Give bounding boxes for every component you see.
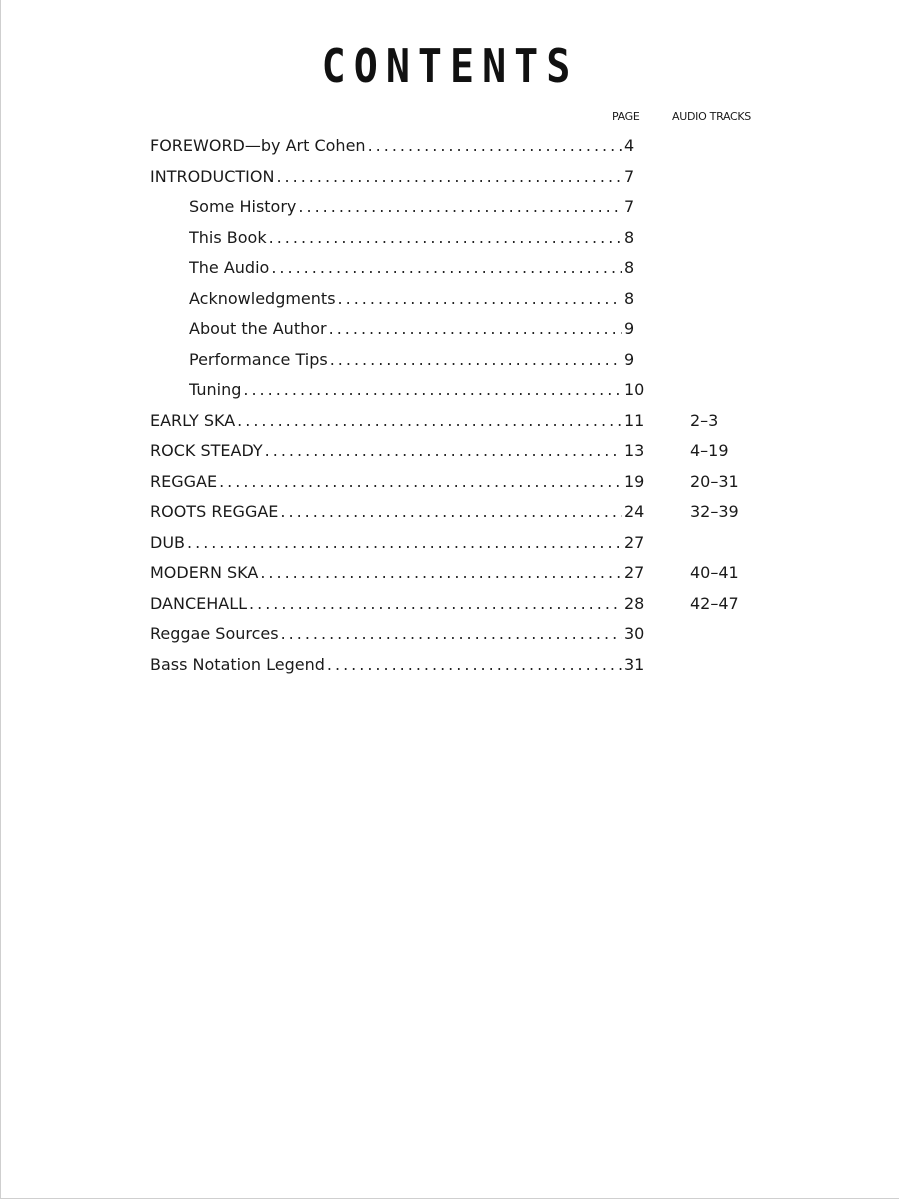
toc-entry <box>0 253 900 284</box>
toc-entry <box>0 345 900 376</box>
dot-leader <box>298 192 622 222</box>
toc-entry-title-line <box>150 467 622 497</box>
toc-entry-label: This Book <box>189 227 267 247</box>
dot-leader <box>260 558 622 588</box>
toc-entry-title-line <box>150 528 622 558</box>
toc-entry-label: Acknowledgments <box>189 288 336 308</box>
toc-entry <box>0 162 900 193</box>
toc-entry-label: MODERN SKA <box>150 563 259 582</box>
toc-entry-audio-tracks: 42–47 <box>690 593 739 613</box>
column-header-page: PAGE <box>612 110 640 123</box>
toc-entry-label: Bass Notation Legend <box>150 654 325 674</box>
toc-entry-title-line <box>150 162 622 192</box>
dot-leader <box>271 253 622 283</box>
toc-entry <box>0 650 900 681</box>
toc-entry <box>0 223 900 254</box>
toc-entry-page: 8 <box>624 258 635 277</box>
toc-entry-audio-tracks: 20–31 <box>690 471 739 491</box>
toc-entry-title-line <box>189 375 622 405</box>
toc-entry <box>0 528 900 559</box>
toc-entry-page: 7 <box>624 166 635 186</box>
dot-leader <box>276 162 622 192</box>
dot-leader <box>280 497 622 527</box>
toc-entry-page: 19 <box>624 471 645 491</box>
dot-leader <box>269 223 622 253</box>
dot-leader <box>368 131 622 161</box>
table-of-contents <box>0 131 900 680</box>
toc-entry-title-line <box>150 558 622 588</box>
column-header-audio-tracks: AUDIO TRACKS <box>672 110 751 123</box>
toc-entry-label: ROOTS REGGAE <box>150 502 279 521</box>
dot-leader <box>338 284 622 314</box>
toc-entry-page: 8 <box>624 288 635 308</box>
toc-entry <box>0 284 900 315</box>
toc-entry-title-line <box>189 192 622 222</box>
toc-entry <box>0 497 900 528</box>
toc-entry-label: DANCEHALL <box>150 593 248 613</box>
toc-entry-title-line <box>150 619 622 649</box>
dot-leader <box>281 619 622 649</box>
toc-entry <box>0 192 900 223</box>
toc-entry-page: 4 <box>624 136 635 155</box>
toc-entry-page: 9 <box>624 349 635 369</box>
toc-entry-title-line <box>189 253 622 283</box>
toc-entry-title-line <box>189 314 622 344</box>
toc-entry <box>0 619 900 650</box>
toc-entry-label: Performance Tips <box>189 349 328 369</box>
toc-entry-title-line <box>150 131 622 161</box>
toc-entry-audio-tracks: 2–3 <box>690 410 719 430</box>
toc-entry-label: The Audio <box>189 258 270 277</box>
toc-entry-label: Reggae Sources <box>150 624 279 643</box>
toc-entry-title-line <box>189 223 622 253</box>
toc-entry-label: EARLY SKA <box>150 410 236 430</box>
toc-entry-page: 28 <box>624 593 645 613</box>
toc-entry-page: 8 <box>624 227 635 247</box>
dot-leader <box>329 314 622 344</box>
toc-entry <box>0 406 900 437</box>
toc-entry <box>0 375 900 406</box>
dot-leader <box>249 589 622 619</box>
page-title: CONTENTS <box>321 40 579 94</box>
dot-leader <box>237 406 622 436</box>
toc-entry-title-line <box>150 497 622 527</box>
toc-entry-title-line <box>150 406 622 436</box>
toc-entry-audio-tracks: 32–39 <box>690 502 739 521</box>
toc-entry-label: Some History <box>189 197 297 216</box>
dot-leader <box>243 375 622 405</box>
toc-entry-label: DUB <box>150 532 186 552</box>
dot-leader <box>219 467 622 497</box>
toc-entry-title-line <box>150 589 622 619</box>
toc-entry-title-line <box>150 436 622 466</box>
toc-entry <box>0 589 900 620</box>
toc-entry-page: 27 <box>624 563 645 582</box>
dot-leader <box>327 650 622 680</box>
toc-entry-audio-tracks: 4–19 <box>690 441 729 460</box>
toc-entry-label: INTRODUCTION <box>150 166 275 186</box>
toc-entry-label: REGGAE <box>150 471 218 491</box>
toc-entry-page: 24 <box>624 502 645 521</box>
toc-entry-title-line <box>189 345 622 375</box>
toc-entry <box>0 314 900 345</box>
toc-entry-title-line <box>189 284 622 314</box>
toc-entry-label: About the Author <box>189 319 327 338</box>
toc-entry-page: 27 <box>624 532 645 552</box>
toc-entry-label: Tuning <box>189 380 242 399</box>
dot-leader <box>265 436 622 466</box>
toc-entry-title-line <box>150 650 622 680</box>
toc-entry-page: 9 <box>624 319 635 338</box>
toc-entry-label: FOREWORD—by Art Cohen <box>150 136 366 155</box>
toc-entry-page: 11 <box>624 410 645 430</box>
dot-leader <box>187 528 622 558</box>
toc-entry-audio-tracks: 40–41 <box>690 563 739 582</box>
toc-entry-page: 30 <box>624 624 645 643</box>
toc-entry-page: 31 <box>624 654 645 674</box>
toc-entry <box>0 436 900 467</box>
toc-entry <box>0 558 900 589</box>
toc-entry-page: 13 <box>624 441 645 460</box>
toc-entry <box>0 467 900 498</box>
toc-entry-page: 10 <box>624 380 645 399</box>
toc-entry <box>0 131 900 162</box>
dot-leader <box>330 345 622 375</box>
toc-entry-page: 7 <box>624 197 635 216</box>
column-headers <box>0 110 900 126</box>
toc-entry-label: ROCK STEADY <box>150 441 263 460</box>
